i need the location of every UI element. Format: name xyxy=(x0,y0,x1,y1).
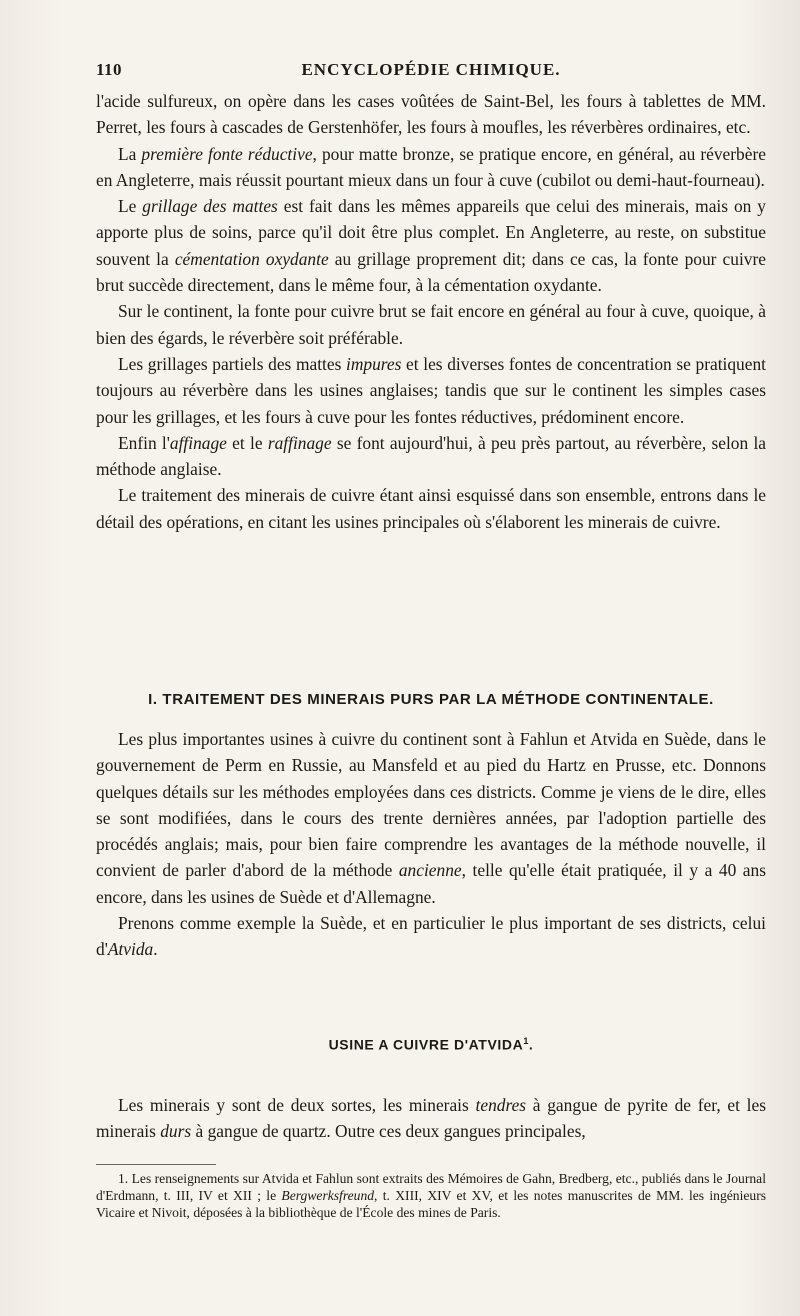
paragraph: Les minerais y sont de deux sortes, les minerais tendres à gangue de pyrite de fer, et les minerais durs à gangue de quartz. Outre ces deux gangues principales, xyxy=(96,1095,766,1142)
footnote-rule xyxy=(96,1164,216,1165)
footnote-number: 1. xyxy=(118,1171,129,1186)
paragraph: Sur le continent, la fonte pour cuivre brut se fait encore en général au four à cuve, quoique, à bien des égards, le réverbère soit préférable. xyxy=(96,301,766,348)
text-block-2 xyxy=(96,726,766,963)
page-number: 110 xyxy=(96,60,123,79)
section-heading: I. TRAITEMENT DES MINERAIS PURS PAR LA MÉTHODE CONTINENTALE. xyxy=(148,691,714,708)
running-title: ENCYCLOPÉDIE CHIMIQUE. xyxy=(301,60,561,79)
paragraph: La première fonte réductive, pour matte bronze, se pratique encore, en général, au réverbère en Angleterre, mais réussit pourtant mieux dans un four à cuve (cubilot ou demi-haut-fourneau). xyxy=(96,143,766,190)
paragraph: Le traitement des minerais de cuivre étant ainsi esquissé dans son ensemble, entrons dans le détail des opérations, en citant les usines principales où s'élaborent les minerais de cuivre. xyxy=(96,485,766,532)
text-block-1 xyxy=(96,88,766,535)
footnote-marker: 1 xyxy=(523,1036,529,1046)
paragraph: Les grillages partiels des mattes impures et les diverses fontes de concentration se pratiquent toujours au réverbère dans les usines anglaises; tandis que sur le continent les simples cases pour les grillages, et les fours à cuve pour les fontes réductives, prédominent encore. xyxy=(96,353,767,427)
text-block-3 xyxy=(96,1092,766,1145)
running-header xyxy=(96,60,766,82)
footnote: 1. Les renseignements sur Atvida et Fahlun sont extraits des Mémoires de Gahn, Bredberg, etc., publiés dans le Journal d'Erdmann, t. III, IV et XII ; le Bergwerksfreund, t. XIII, XIV et XV, et les notes manuscrites de MM. les ingénieurs Vicaire et Nivoit, déposées à la bibliothèque de l'École des mines de Paris. xyxy=(96,1171,767,1220)
paragraph: l'acide sulfureux, on opère dans les cases voûtées de Saint-Bel, les fours à tablettes de MM. Perret, les fours à cascades de Gerstenhöfer, les fours à moufles, les réverbères ordinaires, etc. xyxy=(96,91,766,138)
paragraph: Les plus importantes usines à cuivre du continent sont à Fahlun et Atvida en Suède, dans le gouvernement de Perm en Russie, au Mansfeld et au pied du Hartz en Prusse, etc. Donnons quelques détails sur les méthodes employées dans ces districts. Comme je viens de le dire, elles se sont modifiées, dans le cours des trente dernières années, par l'adoption partielle des procédés anglais; mais, pour bien faire comprendre les avantages de la méthode nouvelle, il convient de parler d'abord de la méthode ancienne, telle qu'elle était pratiquée, il y a 40 ans encore, dans les usines de Suède et d'Allemagne. xyxy=(96,729,766,907)
subsection-heading: USINE A CUIVRE D'ATVIDA$^1$. xyxy=(328,1036,534,1053)
paragraph: Prenons comme exemple la Suède, et en particulier le plus important de ses districts, celui d'Atvida. xyxy=(96,913,766,960)
paragraph: Enfin l'affinage et le raffinage se font aujourd'hui, à peu près partout, au réverbère, selon la méthode anglaise. xyxy=(96,432,766,480)
paragraph: Le grillage des mattes est fait dans les mêmes appareils que celui des minerais, mais on y apporte plus de soins, parce qu'il doit être plus complet. En Angleterre, au reste, on substitue souvent la cémentation oxydante au grillage proprement dit; dans ce cas, la fonte pour cuivre brut succède directement, dans le même four, à la cémentation oxydante. xyxy=(96,196,766,296)
